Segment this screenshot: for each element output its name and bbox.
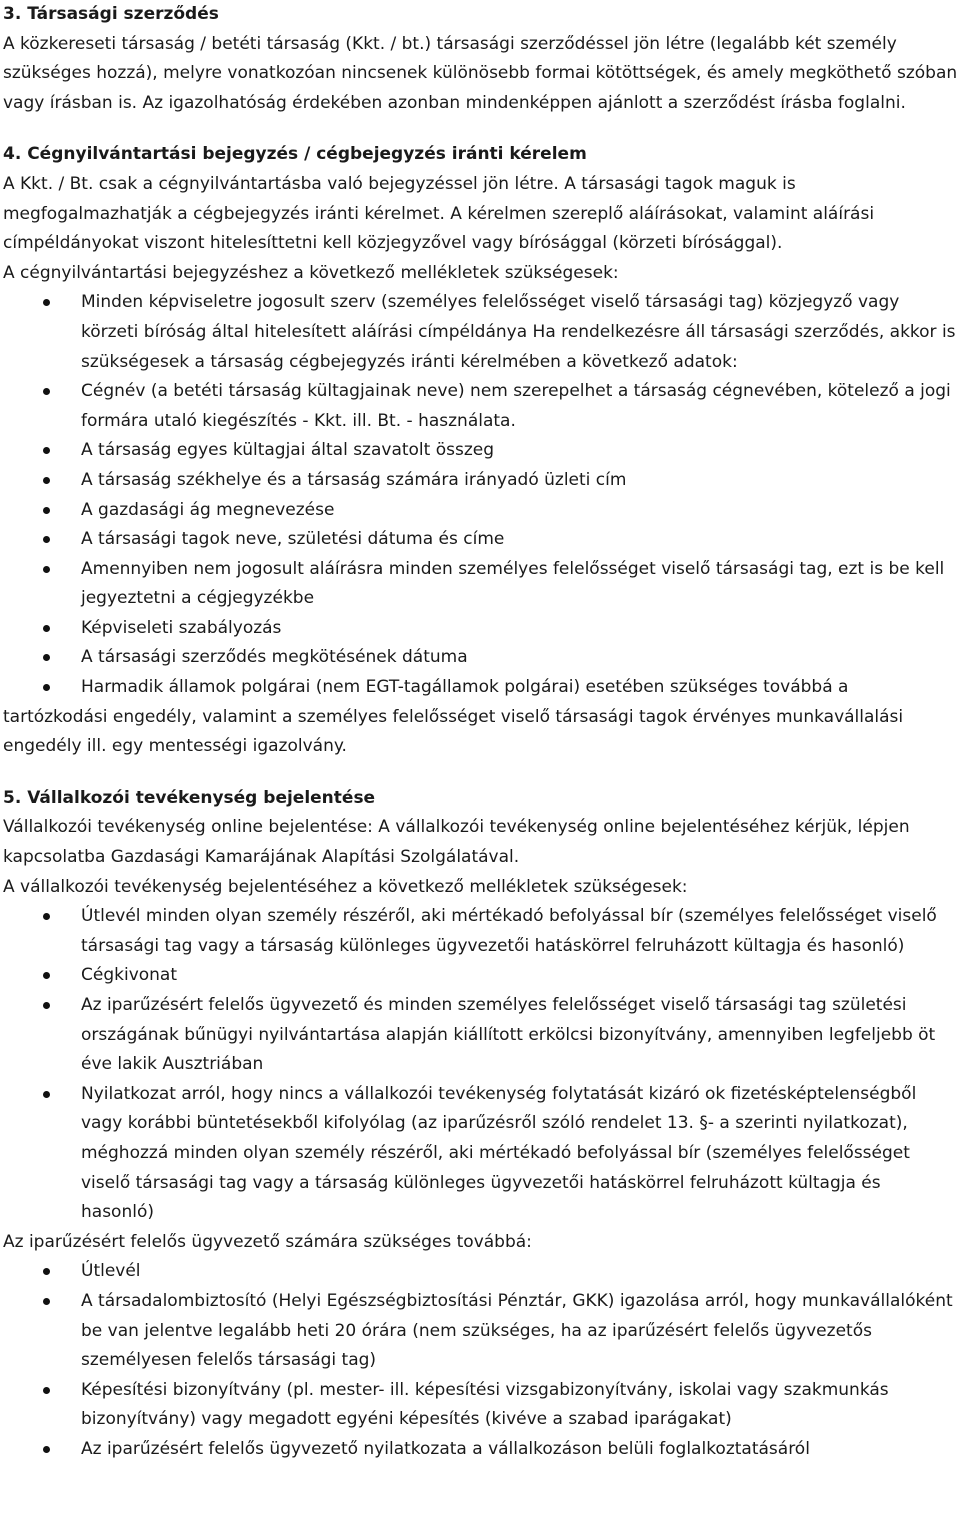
bullet-icon: [43, 566, 50, 573]
list-item: A társasági tagok neve, születési dátuma és címe: [3, 525, 958, 555]
list-item: A társaság egyes kültagjai által szavatolt összeg: [3, 436, 958, 466]
list-item: Útlevél: [3, 1257, 958, 1287]
list-item: Útlevél minden olyan személy részéről, aki mértékadó befolyással bír (személyes felelősséget viselő társasági tag vagy a társaság különleges ügyvezetői hatáskörrel felruházott kültagja és hasonló): [3, 902, 958, 961]
section-5-heading: 5. Vállalkozói tevékenység bejelentése: [3, 787, 376, 808]
bullet-icon: [43, 536, 50, 543]
bullet-icon: [43, 972, 50, 979]
bullet-icon: [43, 477, 50, 484]
list-item: Harmadik államok polgárai (nem EGT-tagállamok polgárai) esetében szükséges továbbá a tartózkodási engedély, valamint a személyes felelősséget viselő társasági tagok érvényes munkavállalási engedély ill. egy mentességi igazolvány.: [3, 677, 904, 757]
list-item: Képviseleti szabályozás: [3, 614, 958, 644]
list-item: Minden képviseletre jogosult szerv (személyes felelősséget viselő társasági tag) közjegyző vagy körzeti bíróság által hitelesített aláírási címpéldánya Ha rendelkezésre áll társasági szerződés, akkor is szükségesek a társaság cégbejegyzés iránti kérelmében a következő adatok:: [3, 288, 958, 377]
section-5-attachments-intro: A vállalkozói tevékenység bejelentéséhez a következő mellékletek szükségesek:: [3, 876, 688, 897]
document-page: [3, 0, 958, 1465]
section-4-list: [3, 288, 958, 762]
list-item: Az iparűzésért felelős ügyvezető és minden személyes felelősséget viselő társasági tag születési országának bűnügyi nyilvántartása alapján kiállított erkölcsi bizonyítvány, amennyiben legfeljebb öt éve lakik Ausztriában: [3, 991, 958, 1080]
bullet-icon: [43, 684, 50, 691]
bullet-icon: [43, 654, 50, 661]
bullet-icon: [43, 1387, 50, 1394]
section-3-paragraph: A közkereseti társaság / betéti társaság (Kkt. / bt.) társasági szerződéssel jön létre (legalább két személy szükséges hozzá), melyre vonatkozóan nincsenek különösebb formai kötöttségek, és amely megköthető szóban vagy írásban is. Az igazolhatóság érdekében azonban mindenképpen ajánlott a szerződést írásba foglalni.: [3, 33, 958, 113]
section-5-list: [3, 902, 958, 1228]
list-item: A társasági szerződés megkötésének dátuma: [3, 643, 958, 673]
list-item: Cégnév (a betéti társaság kültagjainak neve) nem szerepelhet a társaság cégnevében, kötelező a jogi formára utaló kiegészítés - Kkt. ill. Bt. - használata.: [3, 377, 958, 436]
bullet-icon: [43, 913, 50, 920]
section-5-online-paragraph: Vállalkozói tevékenység online bejelentése: A vállalkozói tevékenység online bejelentéséhez kérjük, lépjen kapcsolatba Gazdasági Kamarájának Alapítási Szolgálatával.: [3, 817, 910, 868]
bullet-icon: [43, 1002, 50, 1009]
list-item: A társadalombiztosító (Helyi Egészségbiztosítási Pénztár, GKK) igazolása arról, hogy munkavállalóként be van jelentve legalább heti 20 órára (nem szükséges, ha az iparűzésért felelős ügyvezetős személyesen felelős társasági tag): [3, 1287, 958, 1376]
list-item: A társaság székhelye és a társaság számára irányadó üzleti cím: [3, 466, 958, 496]
list-item: Nyilatkozat arról, hogy nincs a vállalkozói tevékenység folytatását kizáró ok fizetésképtelenségből vagy korábbi büntetésekből kifolyólag (az iparűzésről szóló rendelet 13. §- a szerinti nyilatkozat), méghozzá minden olyan személy részéről, aki mértékadó befolyással bír (személyes felelősséget viselő társasági tag vagy a társaság különleges ügyvezetői hatáskörrel felruházott kültagja és hasonló): [3, 1080, 958, 1228]
bullet-icon: [43, 625, 50, 632]
list-item: A gazdasági ág megnevezése: [3, 496, 958, 526]
bullet-icon: [43, 388, 50, 395]
bullet-icon: [43, 447, 50, 454]
section-4-heading: 4. Cégnyilvántartási bejegyzés / cégbejegyzés iránti kérelem: [3, 144, 587, 165]
list-item: Amennyiben nem jogosult aláírásra minden személyes felelősséget viselő társasági tag, ezt is be kell jegyeztetni a cégjegyzékbe: [3, 555, 958, 614]
bullet-icon: [43, 1298, 50, 1305]
bullet-icon: [43, 507, 50, 514]
list-item: Cégkivonat: [3, 961, 958, 991]
section-4-paragraph: A Kkt. / Bt. csak a cégnyilvántartásba való bejegyzéssel jön létre. A társasági tagok maguk is megfogalmazhatják a cégbejegyzés iránti kérelmet. A kérelmen szereplő aláírásokat, valamint aláírási címpéldányokat viszont hitelesíttetni kell közjegyzővel vagy bírósággal (körzeti bírósággal).: [3, 173, 875, 254]
list-item: Képesítési bizonyítvány (pl. mester- ill. képesítési vizsgabizonyítvány, iskolai vagy szakmunkás bizonyítvány) vagy megadott egyéni képesítés (kivéve a szabad iparágakat): [3, 1376, 958, 1435]
section-3-heading: 3. Társasági szerződés: [3, 4, 219, 24]
section-5-manager-list: [3, 1257, 958, 1464]
section-4-attachments-intro: A cégnyilvántartási bejegyzéshez a következő mellékletek szükségesek:: [3, 262, 619, 283]
bullet-icon: [43, 299, 50, 306]
section-5-manager-intro: Az iparűzésért felelős ügyvezető számára szükséges továbbá:: [3, 1231, 532, 1252]
bullet-icon: [43, 1091, 50, 1098]
list-item: Az iparűzésért felelős ügyvezető nyilatkozata a vállalkozáson belüli foglalkoztatásáról: [3, 1435, 958, 1465]
bullet-icon: [43, 1268, 50, 1275]
bullet-icon: [43, 1446, 50, 1453]
